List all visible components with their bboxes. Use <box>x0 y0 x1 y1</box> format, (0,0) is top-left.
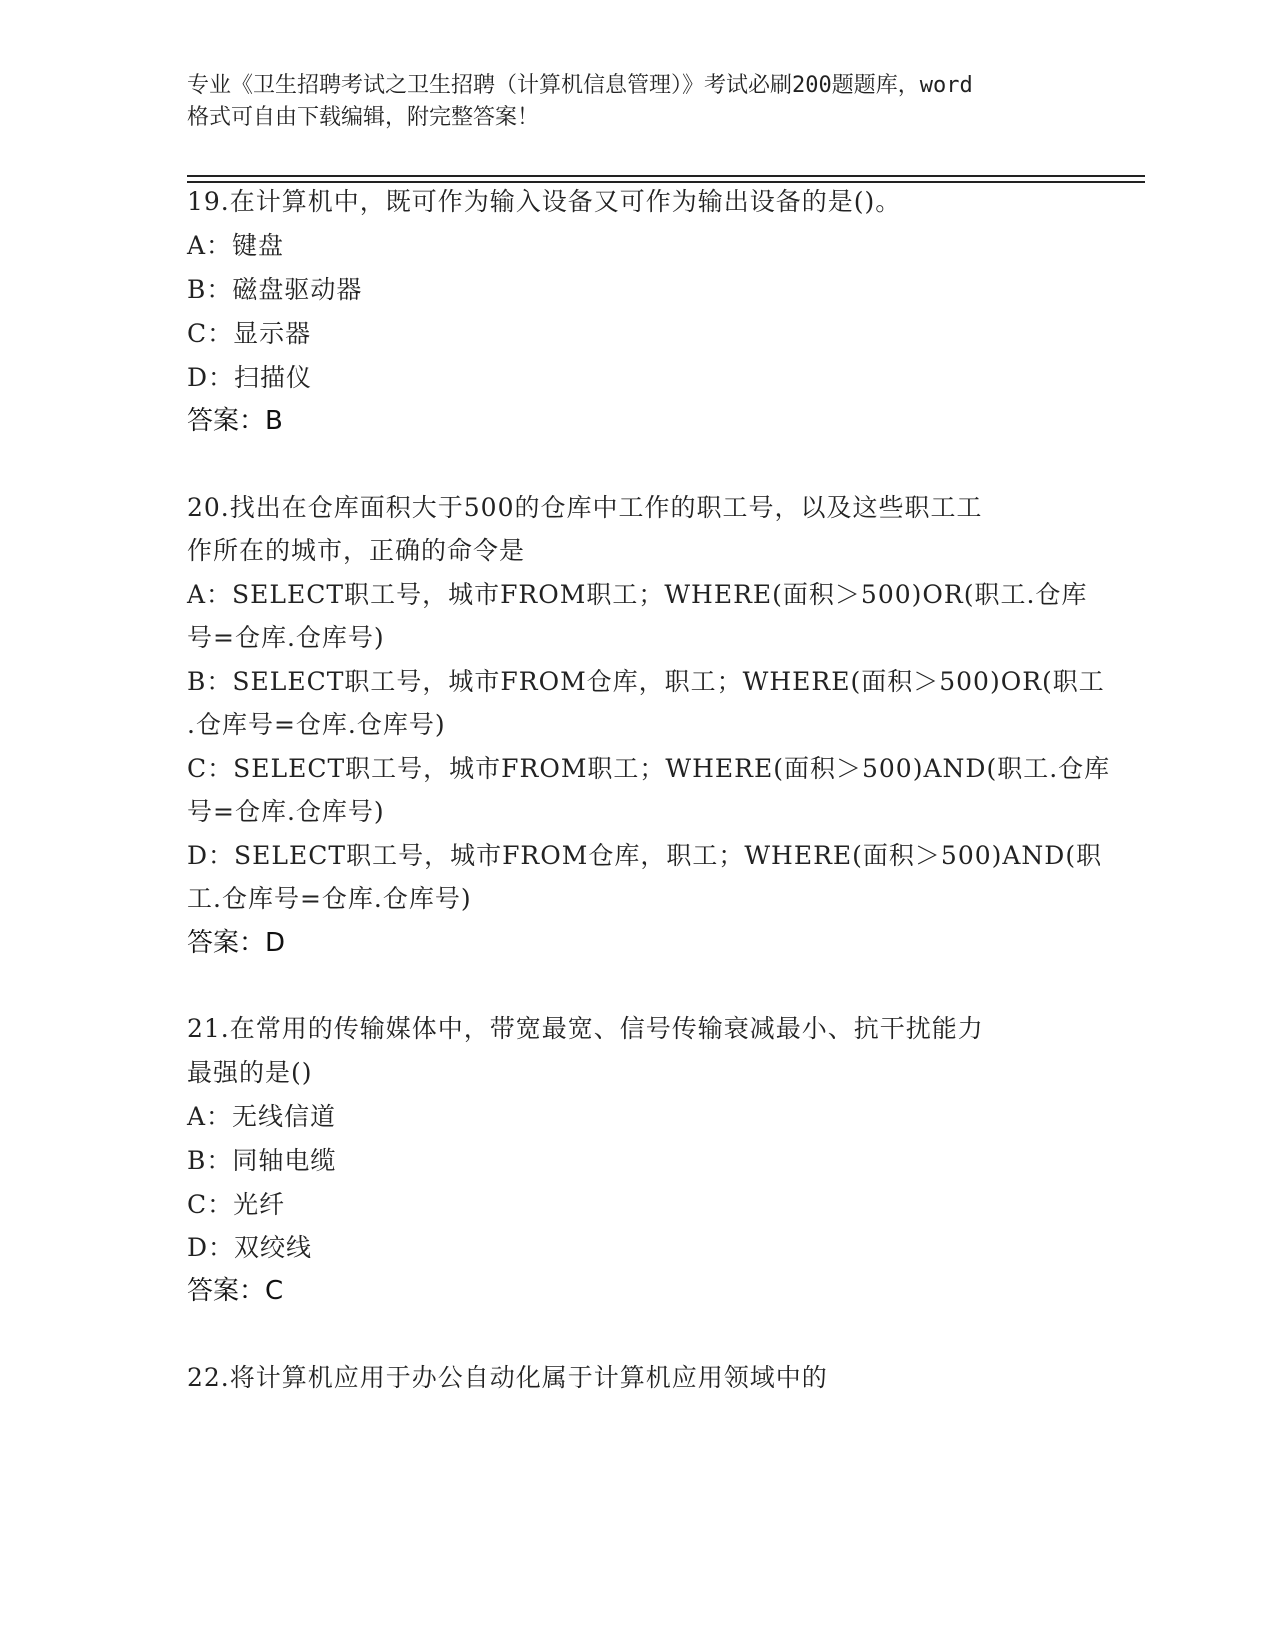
question-19-option-a: A：键盘 <box>187 231 285 260</box>
question-20-answer: 答案：D <box>187 928 286 958</box>
question-20-option-a-line-2: 号=仓库.仓库号) <box>187 623 385 652</box>
question-21-stem-line-2: 最强的是() <box>187 1058 313 1087</box>
question-20-option-d-line-2: 工.仓库号=仓库.仓库号) <box>187 884 472 913</box>
question-19-stem: 19.在计算机中，既可作为输入设备又可作为输出设备的是()。 <box>187 187 902 216</box>
question-20-option-b-line-2: .仓库号=仓库.仓库号) <box>187 710 446 739</box>
question-20-option-c-line-1: C：SELECT职工号，城市FROM职工；WHERE(面积＞500)AND(职工.仓库 <box>187 754 1111 783</box>
question-21-option-c: C：光纤 <box>187 1190 286 1219</box>
question-20-option-c-line-2: 号=仓库.仓库号) <box>187 797 385 826</box>
question-22-stem: 22.将计算机应用于办公自动化属于计算机应用领域中的 <box>187 1363 828 1392</box>
question-21-option-b: B：同轴电缆 <box>187 1146 337 1175</box>
question-20-option-b-line-1: B：SELECT职工号，城市FROM仓库，职工；WHERE(面积＞500)OR(职工 <box>187 667 1105 696</box>
question-19-answer: 答案：B <box>187 406 283 436</box>
question-20-stem-line-1: 20.找出在仓库面积大于500的仓库中工作的职工号，以及这些职工工 <box>187 493 983 522</box>
question-20-stem-line-2: 作所在的城市，正确的命令是 <box>187 536 526 565</box>
question-21-option-d: D：双绞线 <box>187 1233 313 1262</box>
question-19-option-d: D：扫描仪 <box>187 363 313 392</box>
question-19-option-b: B：磁盘驱动器 <box>187 275 363 304</box>
question-21-stem-line-1: 21.在常用的传输媒体中，带宽最宽、信号传输衰减最小、抗干扰能力 <box>187 1014 984 1043</box>
header-line-1: 专业《卫生招聘考试之卫生招聘（计算机信息管理）》考试必刷200题题库，word <box>187 73 973 98</box>
question-21-option-a: A：无线信道 <box>187 1102 337 1131</box>
question-20-option-d-line-1: D：SELECT职工号，城市FROM仓库，职工；WHERE(面积＞500)AND(职 <box>187 841 1103 870</box>
question-19-option-c: C：显示器 <box>187 319 312 348</box>
header-divider-top <box>187 175 1145 177</box>
question-20-option-a-line-1: A：SELECT职工号，城市FROM职工；WHERE(面积＞500)OR(职工.仓库 <box>187 580 1088 609</box>
document-header <box>187 70 1087 134</box>
question-21-answer: 答案：C <box>187 1276 284 1306</box>
header-divider-bottom <box>187 181 1145 183</box>
header-line-2: 格式可自由下载编辑，附完整答案！ <box>187 105 540 130</box>
